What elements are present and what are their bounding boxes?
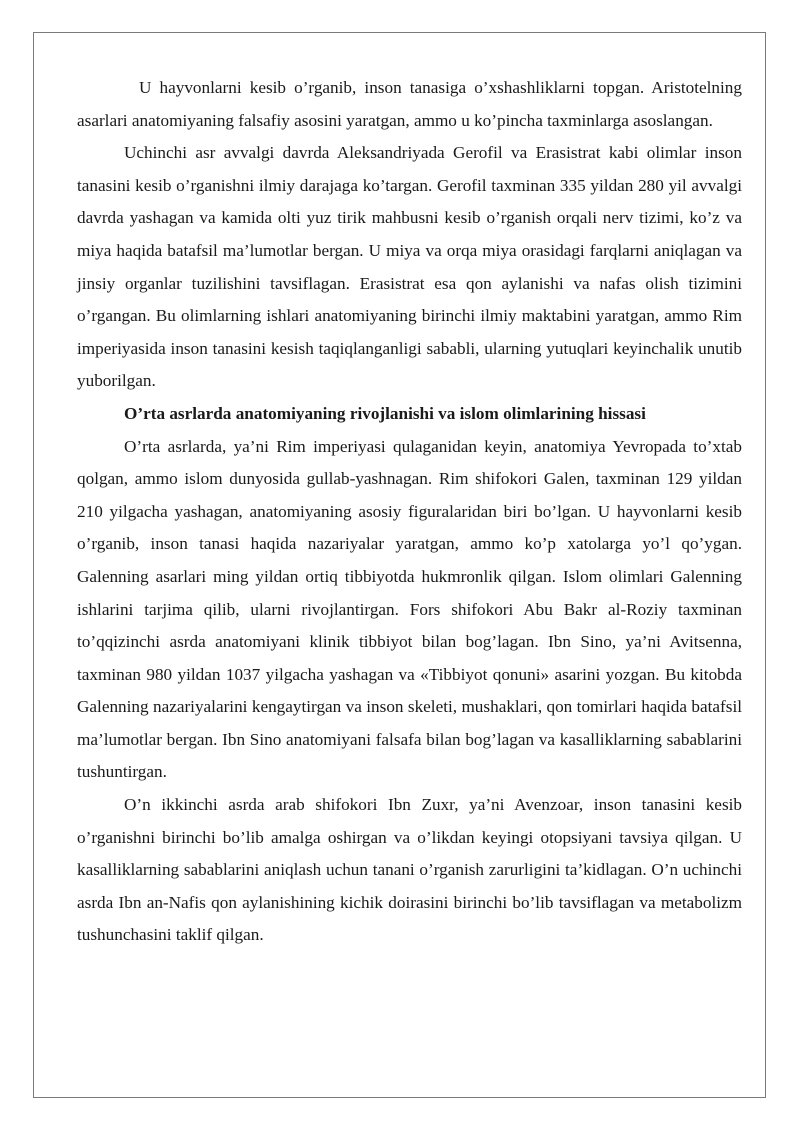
section-heading: O’rta asrlarda anatomiyaning rivojlanishi va islom olimlarining hissasi	[124, 403, 646, 423]
paragraph: U hayvonlarni kesib o’rganib, inson tanasiga o’xshashliklarni topgan. Aristotelning asarlari anatomiyaning falsafiy asosini yaratgan, ammo u ko’pincha taxminlarga asoslangan.	[77, 78, 742, 130]
document-body	[77, 72, 742, 952]
paragraph: O’rta asrlarda, ya’ni Rim imperiyasi qulaganidan keyin, anatomiya Yevropada to’xtab qolgan, ammo islom dunyosida gullab-yashnagan. Rim shifokori Galen, taxminan 129 yildan 210 yilgacha yashagan, anatomiyaning asosiy figuralaridan biri bo’lgan. U hayvonlarni kesib o’rganib, inson tanasi haqida nazariyalar yaratgan, ammo ko’p xatolarga yo’l qo’ygan. Galenning asarlari ming yildan ortiq tibbiyotda hukmronlik qilgan. Islom olimlari Galenning ishlarini tarjima qilib, ularni rivojlantirgan. Fors shifokori Abu Bakr al-Roziy taxminan to’qqizinchi asrda anatomiyani klinik tibbiyot bilan bog’lagan. Ibn Sino, ya’ni Avitsenna, taxminan 980 yildan 1037 yilgacha yashagan va «Tibbiyot qonuni» asarini yozgan. Bu kitobda Galenning nazariyalarini kengaytirgan va inson skeleti, mushaklari, qon tomirlari haqida batafsil ma’lumotlar bergan. Ibn Sino anatomiyani falsafa bilan bog’lagan va kasalliklarning sabablarini tushuntirgan.	[77, 436, 742, 782]
paragraph: O’n ikkinchi asrda arab shifokori Ibn Zuxr, ya’ni Avenzoar, inson tanasini kesib o’rganishni birinchi bo’lib amalga oshirgan va o’likdan keyingi otopsiyani tavsiya qilgan. U kasalliklarning sabablarini aniqlash uchun tanani o’rganish zarurligini ta’kidlagan. O’n uchinchi asrda Ibn an-Nafis qon aylanishining kichik doirasini birinchi bo’lib tavsiflagan va metabolizm tushunchasini taklif qilgan.	[77, 795, 742, 945]
paragraph: Uchinchi asr avvalgi davrda Aleksandriyada Gerofil va Erasistrat kabi olimlar inson tanasini kesib o’rganishni ilmiy darajaga ko’targan. Gerofil taxminan 335 yildan 280 yil avvalgi davrda yashagan va kamida olti yuz tirik mahbusni kesib o’rganish orqali nerv tizimi, ko’z va miya haqida batafsil ma’lumotlar bergan. U miya va orqa miya orasidagi farqlarni aniqlagan va jinsiy organlar tuzilishini tavsiflagan. Erasistrat esa qon aylanishi va nafas olish tizimini o’rgangan. Bu olimlarning ishlari anatomiyaning birinchi ilmiy maktabini yaratgan, ammo Rim imperiyasida inson tanasini kesish taqiqlanganligi sababli, ularning yutuqlari keyinchalik unutib yuborilgan.	[77, 143, 742, 391]
